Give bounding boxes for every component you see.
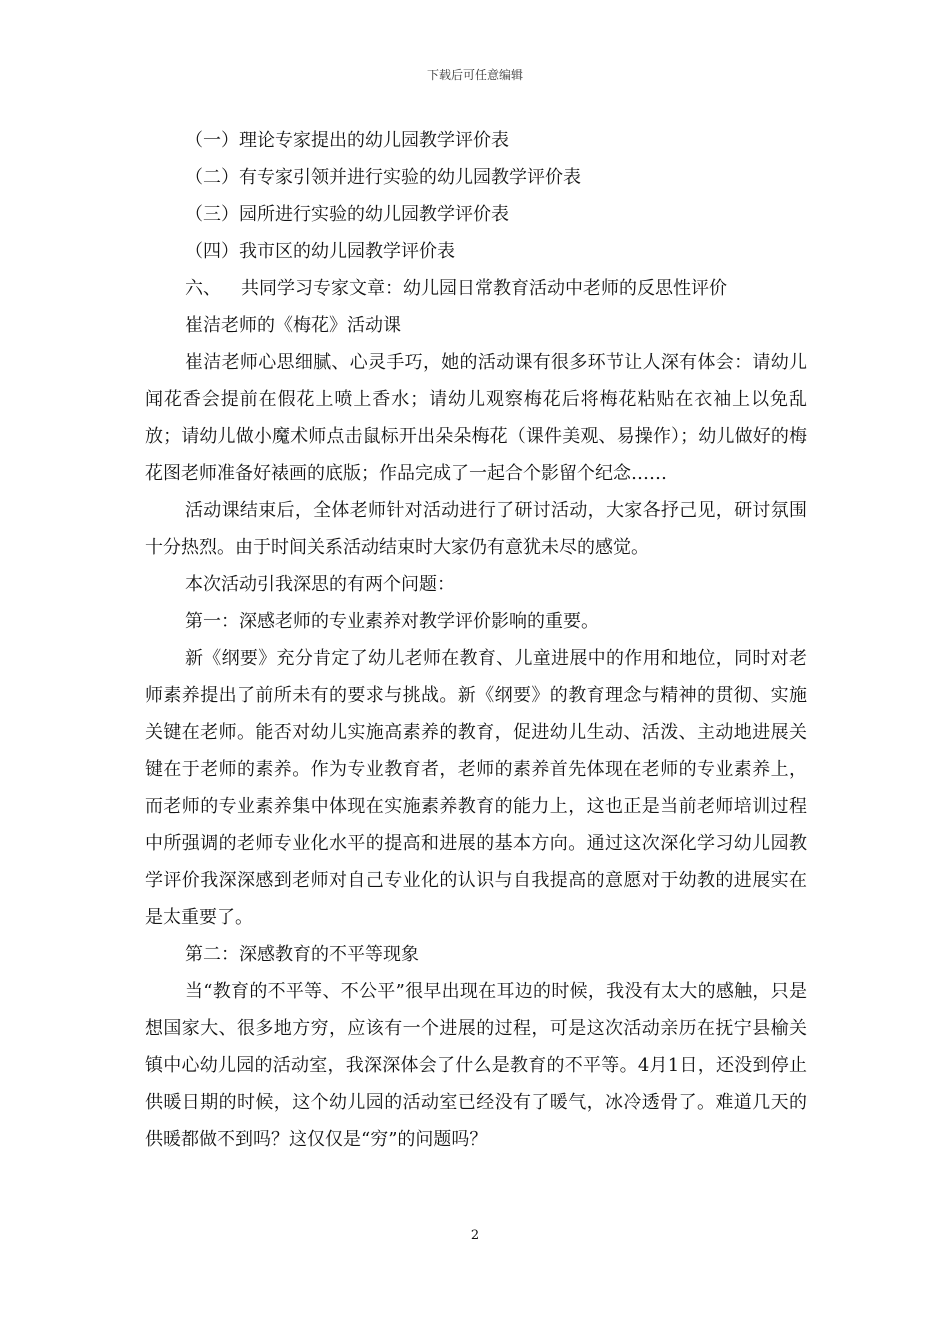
paragraph: 当“教育的不平等、不公平”很早出现在耳边的时候，我没有太大的感触，只是想国家大、很多地方穷，应该有一个进展的过程，可是这次活动亲历在抚宁县榆关镇中心幼儿园的活动室，我深深体会了什么是教育的不平等。4月1日，还没到停止供暖日期的时候，这个幼儿园的活动室已经没有了暖气，冰冷透骨了。难道几天的供暖都做不到吗？这仅仅是“穷”的问题吗？: [145, 981, 807, 1150]
paragraph: 第二：深感教育的不平等现象: [185, 944, 419, 965]
list-item: （一）理论专家提出的幼儿园教学评价表: [185, 130, 509, 151]
paragraph: 活动课结束后，全体老师针对活动进行了研讨活动，大家各抒己见，研讨氛围十分热烈。由于时间关系活动结束时大家仍有意犹未尽的感觉。: [145, 500, 807, 558]
list-item: （二）有专家引领并进行实验的幼儿园教学评价表: [185, 167, 581, 188]
course-title: 崔洁老师的《梅花》活动课: [185, 315, 401, 336]
paragraph: 第一：深感老师的专业素养对教学评价影响的重要。: [185, 611, 599, 632]
list-item: （四）我市区的幼儿园教学评价表: [185, 241, 455, 262]
paragraph: 本次活动引我深思的有两个问题：: [185, 574, 455, 595]
page-number: 2: [470, 1228, 480, 1243]
section-title: 共同学习专家文章：幼儿园日常教育活动中老师的反思性评价: [241, 278, 727, 299]
list-item: （三）园所进行实验的幼儿园教学评价表: [185, 204, 509, 225]
page-header: 下载后可任意编辑: [426, 68, 523, 82]
document-body: [145, 122, 807, 1158]
section-number: 六、: [185, 278, 221, 299]
section-heading: [145, 270, 807, 307]
paragraph: 新《纲要》充分肯定了幼儿老师在教育、儿童进展中的作用和地位，同时对老师素养提出了前所未有的要求与挑战。新《纲要》的教育理念与精神的贯彻、实施关键在老师。能否对幼儿实施高素养的教育，促进幼儿生动、活泼、主动地进展关键在于老师的素养。作为专业教育者，老师的素养首先体现在老师的专业素养上，而老师的专业素养集中体现在实施素养教育的能力上，这也正是当前老师培训过程中所强调的老师专业化水平的提高和进展的基本方向。通过这次深化学习幼儿园教学评价我深深感到老师对自己专业化的认识与自我提高的意愿对于幼教的进展实在是太重要了。: [145, 648, 807, 928]
paragraph: 崔洁老师心思细腻、心灵手巧，她的活动课有很多环节让人深有体会：请幼儿闻花香会提前在假花上喷上香水；请幼儿观察梅花后将梅花粘贴在衣袖上以免乱放；请幼儿做小魔术师点击鼠标开出朵朵梅花（课件美观、易操作）；幼儿做好的梅花图老师准备好裱画的底版；作品完成了一起合个影留个纪念……: [145, 352, 807, 484]
